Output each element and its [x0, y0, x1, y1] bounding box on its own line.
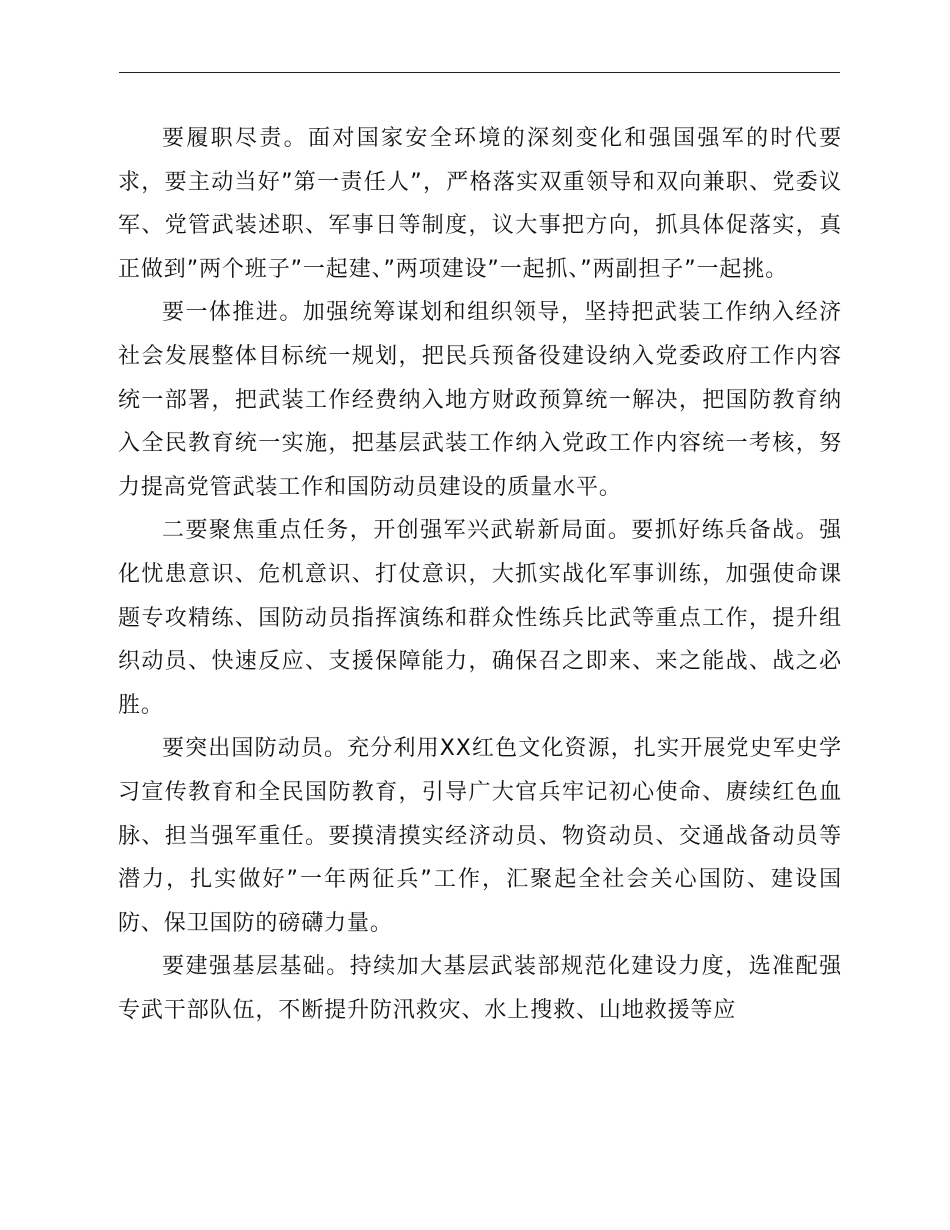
paragraph-perform-duties: 要履职尽责。面对国家安全环境的深刻变化和强国强军的时代要求，要主动当好”第一责任人”，严格落实双重领导和双向兼职、党委议军、党管武装述职、军事日等制度，议大事把方向，抓具体促落实，真正做到”两个班子”一起建、”两项建设”一起抓、”两副担子”一起挑。 — [118, 126, 842, 282]
body-text — [118, 117, 842, 1032]
paragraph-national-defense-mobilization: 要突出国防动员。充分利用XX红色文化资源，扎实开展党史军史学习宣传教育和全民国防教育，引导广大官兵牢记初心使命、赓续红色血脉、担当强军重任。要摸清摸实经济动员、物资动员、交通战备动员等潜力，扎实做好”一年两征兵”工作，汇聚起全社会关心国防、建设国防、保卫国防的磅礴力量。 — [118, 736, 842, 936]
paragraph-integrated-advance: 要一体推进。加强统筹谋划和组织领导，坚持把武装工作纳入经济社会发展整体目标统一规划，把民兵预备役建设纳入党委政府工作内容统一部署，把武装工作经费纳入地方财政预算统一解决，把国防教育纳入全民教育统一实施，把基层武装工作纳入党政工作内容统一考核，努力提高党管武装工作和国防动员建设的质量水平。 — [118, 300, 842, 500]
paragraph-key-tasks: 二要聚焦重点任务，开创强军兴武崭新局面。要抓好练兵备战。强化忧患意识、危机意识、打仗意识，大抓实战化军事训练，加强使命课题专攻精练、国防动员指挥演练和群众性练兵比武等重点工作，提升组织动员、快速反应、支援保障能力，确保召之即来、来之能战、战之必胜。 — [118, 518, 842, 718]
paragraph-grassroots-foundation: 要建强基层基础。持续加大基层武装部规范化建设力度，选准配强专武干部队伍，不断提升防汛救灾、水上搜救、山地救援等应 — [118, 954, 842, 1023]
header-rule — [119, 72, 840, 73]
